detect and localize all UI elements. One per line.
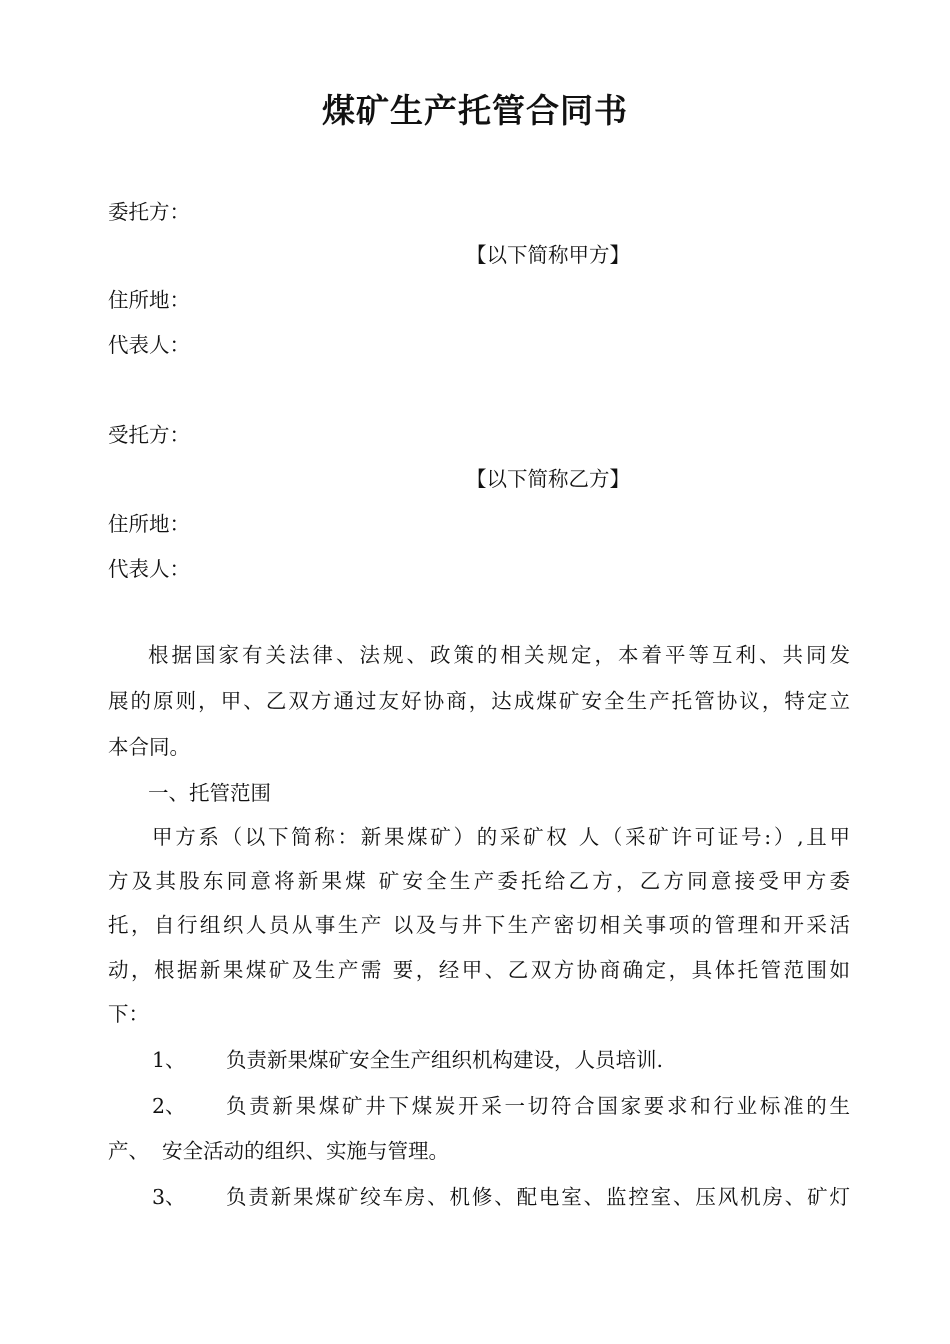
intro-line-2: 展的原则，甲、乙双方通过友好协商，达成煤矿安全生产托管协议，特定立 — [108, 689, 850, 713]
party-a-address-label: 住所地： — [108, 288, 190, 312]
party-b-address-label: 住所地： — [108, 512, 190, 536]
list-item-number: 3、 — [152, 1185, 186, 1209]
section-1-para-line-1: 甲方系（以下简称：新果煤矿）的采矿权 人（采矿许可证号:）,且甲 — [152, 825, 850, 849]
section-1-para-line-5: 下： — [108, 1002, 149, 1026]
list-item-text: 负责新果煤矿安全生产组织机构建设，人员培训. — [226, 1048, 664, 1072]
list-item-text: 负责新果煤矿井下煤炭开采一切符合国家要求和行业标准的生 — [226, 1094, 850, 1118]
intro-line-3: 本合同。 — [108, 735, 190, 759]
party-b-label: 受托方： — [108, 423, 190, 447]
list-item-text: 负责新果煤矿绞车房、机修、配电室、监控室、压风机房、矿灯 — [226, 1185, 850, 1209]
section-1-para-line-3: 托，自行组织人员从事生产 以及与井下生产密切相关事项的管理和开采活 — [108, 913, 850, 937]
section-1-heading: 一、托管范围 — [148, 781, 271, 805]
party-b-rep-label: 代表人： — [108, 557, 190, 581]
list-item-number: 2、 — [152, 1094, 186, 1118]
party-b-alias: 【以下简称乙方】 — [466, 467, 630, 491]
list-item-continuation: 产、 安全活动的组织、实施与管理。 — [108, 1139, 450, 1163]
document-title: 煤矿生产托管合同书 — [322, 91, 628, 130]
section-1-para-line-2: 方及其股东同意将新果煤 矿安全生产委托给乙方，乙方同意接受甲方委 — [108, 869, 850, 893]
party-a-alias: 【以下简称甲方】 — [466, 243, 630, 267]
section-1-para-line-4: 动，根据新果煤矿及生产需 要，经甲、乙双方协商确定，具体托管范围如 — [108, 958, 850, 982]
party-a-rep-label: 代表人： — [108, 333, 190, 357]
list-item-number: 1、 — [152, 1048, 186, 1072]
party-a-label: 委托方： — [108, 200, 190, 224]
intro-line-1: 根据国家有关法律、法规、政策的相关规定，本着平等互利、共同发 — [148, 643, 850, 667]
